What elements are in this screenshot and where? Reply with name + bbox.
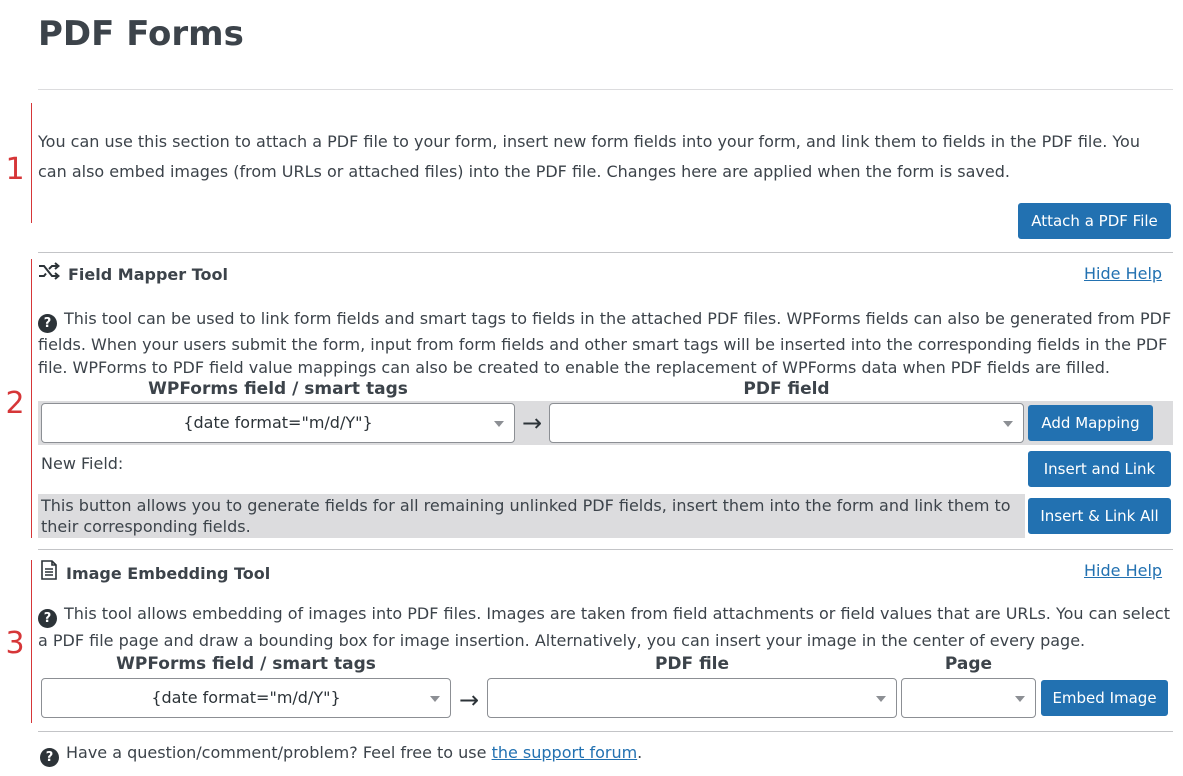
- shuffle-icon: [38, 262, 60, 287]
- mapper-pdf-field-select[interactable]: [549, 403, 1024, 443]
- image-embed-hide-help-link[interactable]: Hide Help: [1084, 561, 1163, 580]
- field-mapper-help: [38, 307, 1173, 379]
- marker-line-2: [31, 259, 32, 538]
- section-divider-3: [38, 731, 1173, 732]
- mapper-col-pdf-header: PDF field: [743, 379, 830, 399]
- page-title: PDF Forms: [38, 14, 244, 54]
- image-embed-title-text: Image Embedding Tool: [66, 563, 271, 583]
- embed-wpforms-field-select[interactable]: [41, 678, 451, 718]
- field-mapper-hide-help-link[interactable]: Hide Help: [1084, 264, 1163, 283]
- insert-and-link-button[interactable]: Insert and Link: [1028, 451, 1171, 487]
- chevron-down-icon: [1003, 421, 1013, 427]
- arrow-right-icon: →: [458, 686, 480, 714]
- chevron-down-icon: [430, 696, 440, 702]
- field-mapper-title-text: Field Mapper Tool: [68, 264, 228, 284]
- chevron-down-icon: [1015, 696, 1025, 702]
- insert-link-all-button[interactable]: Insert & Link All: [1028, 498, 1171, 534]
- section-divider-1: [38, 252, 1173, 253]
- marker-number-3: 3: [5, 626, 25, 661]
- mapper-wpforms-field-select[interactable]: [41, 403, 515, 443]
- embed-pdf-file-select[interactable]: [487, 678, 897, 718]
- question-icon: ?: [38, 609, 57, 628]
- mapper-wpforms-field-value: {date format="m/d/Y"}: [183, 413, 373, 432]
- marker-number-1: 1: [5, 152, 25, 187]
- embed-col-pdf-header: PDF file: [654, 654, 730, 674]
- title-divider: [38, 89, 1173, 90]
- attach-pdf-button[interactable]: Attach a PDF File: [1018, 203, 1171, 239]
- section-divider-2: [38, 549, 1173, 550]
- image-embed-help-text: This tool allows embedding of images into PDF files. Images are taken from field attachments or field values that are URLs. You can select a PDF file page and draw a bounding box for image insertion. Alternatively, you can insert your image in the center of every page.: [38, 604, 1170, 650]
- insert-all-description: This button allows you to generate fields for all remaining unlinked PDF fields, insert them into the form and link them to their corresponding fields.: [41, 496, 1011, 536]
- embed-wpforms-field-value: {date format="m/d/Y"}: [151, 688, 341, 707]
- field-mapper-title: [38, 262, 228, 287]
- arrow-right-icon: →: [521, 409, 543, 437]
- add-mapping-button[interactable]: Add Mapping: [1028, 405, 1153, 441]
- mapper-col-wpforms-header: WPForms field / smart tags: [148, 379, 408, 399]
- chevron-down-icon: [876, 696, 886, 702]
- field-mapper-help-text: This tool can be used to link form fields and smart tags to fields in the attached PDF files. WPForms fields can also be generated from PDF fields. When your users submit the form, input from form fields and other smart tags will be inserted into the corresponding fields in the PDF file. WPForms to PDF field value mappings can also be created to enable the replacement of WPForms data when PDF fields are filled.: [38, 309, 1172, 377]
- question-icon: ?: [40, 748, 59, 767]
- new-field-label: New Field:: [41, 454, 124, 473]
- document-icon: [40, 559, 58, 588]
- support-forum-link[interactable]: the support forum: [491, 743, 638, 762]
- embed-col-wpforms-header: WPForms field / smart tags: [116, 654, 376, 674]
- embed-col-page-header: Page: [944, 654, 993, 674]
- support-footer-text: Have a question/comment/problem? Feel free to use: [66, 743, 487, 762]
- marker-line-3: [31, 560, 32, 723]
- question-icon: ?: [38, 314, 57, 333]
- support-footer: [40, 741, 642, 767]
- image-embed-title: [40, 559, 270, 588]
- support-footer-suffix: .: [637, 743, 643, 762]
- marker-line-1: [31, 103, 32, 223]
- attach-description: You can use this section to attach a PDF file to your form, insert new form fields into your form, and link them to fields in the PDF file. You can also embed images (from URLs or attached files) into the PDF file. Changes here are applied when the form is saved.: [38, 132, 1140, 181]
- marker-number-2: 2: [5, 386, 25, 421]
- embed-page-select[interactable]: [901, 678, 1036, 718]
- embed-image-button[interactable]: Embed Image: [1041, 680, 1168, 716]
- chevron-down-icon: [494, 421, 504, 427]
- image-embed-help: [38, 601, 1173, 653]
